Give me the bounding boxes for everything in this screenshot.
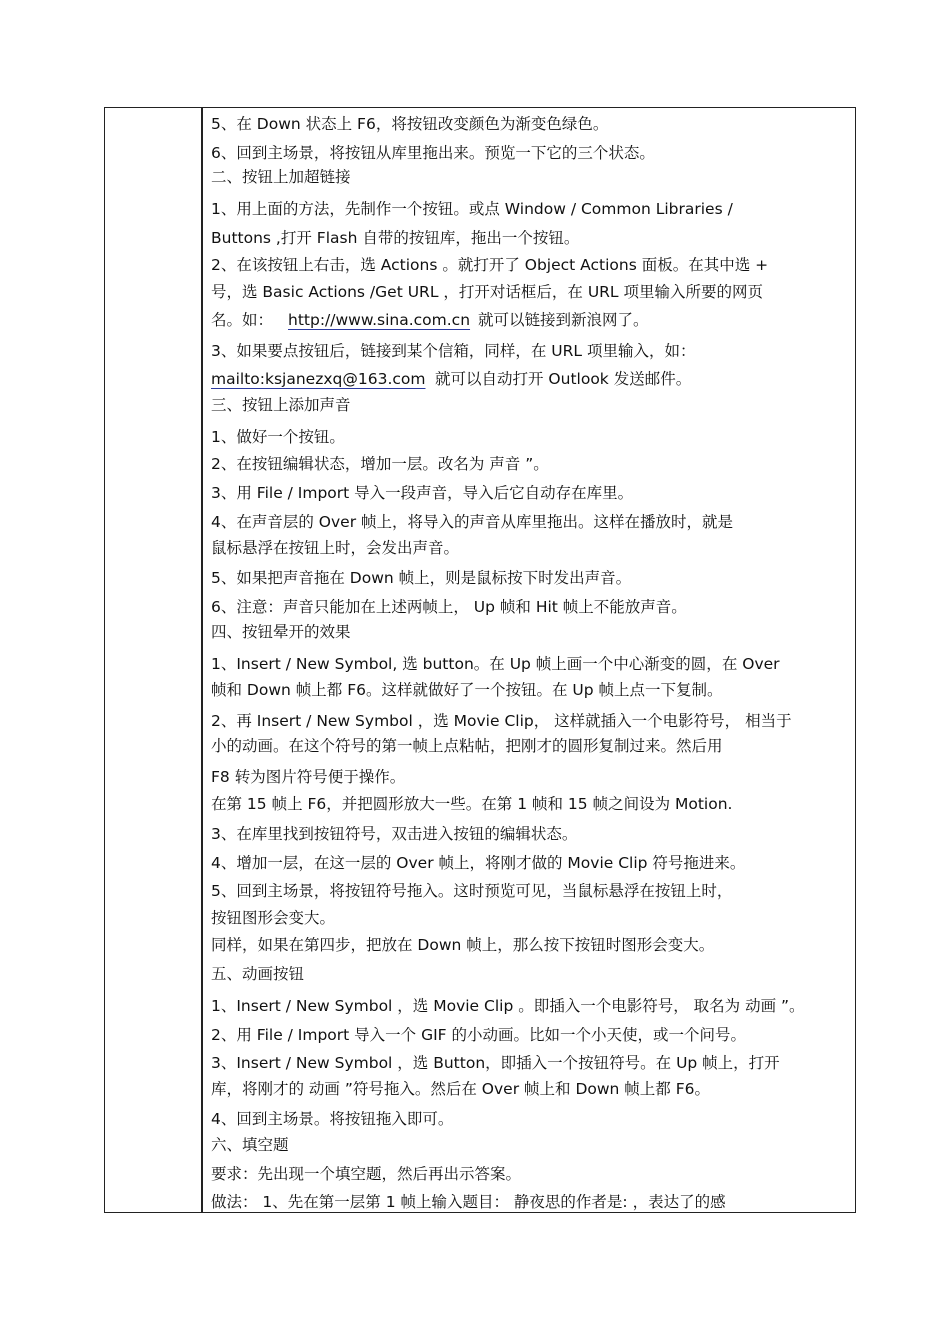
text-line: 2、用 File / Import 导入一个 GIF 的小动画。比如一个小天使，或一个问号。 [211, 1026, 747, 1044]
text-line: 号，选 Basic Actions /Get URL ，打开对话框后，在 URL 项里输入所要的网页 [211, 283, 763, 301]
text-line: 6、回到主场景，将按钮从库里拖出来。预览一下它的三个状态。 [211, 144, 655, 162]
text-line: 1、Insert / New Symbol ，选 Movie Clip 。即插入一个电影符号， 取名为 动画 ”。 [211, 997, 805, 1015]
text-line: 4、增加一层，在这一层的 Over 帧上，将刚才做的 Movie Clip 符号拖进来。 [211, 854, 746, 872]
text-line: 5、在 Down 状态上 F6，将按钮改变颜色为渐变色绿色。 [211, 115, 609, 133]
section-heading: 三、按钮上添加声音 [211, 396, 351, 414]
section-heading: 六、填空题 [211, 1136, 289, 1154]
section-heading: 四、按钮晕开的效果 [211, 623, 351, 641]
text-line: 小的动画。在这个符号的第一帧上点粘帖，把刚才的圆形复制过来。然后用 [211, 737, 723, 755]
text-line: 5、如果把声音拖在 Down 帧上，则是鼠标按下时发出声音。 [211, 569, 632, 587]
text-line: 2、再 Insert / New Symbol ，选 Movie Clip， 这样就插入一个电影符号， 相当于 [211, 712, 792, 730]
section-heading: 二、按钮上加超链接 [211, 168, 351, 186]
document-table [104, 107, 856, 1213]
column-divider [201, 108, 203, 1212]
text-line: 1、做好一个按钮。 [211, 428, 345, 446]
text-line: 3、如果要点按钮后，链接到某个信箱，同样，在 URL 项里输入，如： [211, 342, 696, 360]
text-line: 要求：先出现一个填空题，然后再出示答案。 [211, 1165, 522, 1183]
text-line: 帧和 Down 帧上都 F6。这样就做好了一个按钮。在 Up 帧上点一下复制。 [211, 681, 723, 699]
text-line: 6、注意：声音只能加在上述两帧上， Up 帧和 Hit 帧上不能放声音。 [211, 598, 687, 616]
section-heading: 五、动画按钮 [211, 965, 305, 983]
text-line: 就可以链接到新浪网了。 [478, 311, 649, 329]
text-line: 5、回到主场景，将按钮符号拖入。这时预览可见，当鼠标悬浮在按钮上时， [211, 882, 733, 900]
text-line: 2、在按钮编辑状态，增加一层。改名为 声音 ”。 [211, 455, 549, 473]
text-line: 做法： 1、先在第一层第 1 帧上输入题目： 静夜思的作者是: ，表达了的感 [211, 1193, 726, 1211]
text-line: 4、在声音层的 Over 帧上，将导入的声音从库里拖出。这样在播放时，就是 [211, 513, 733, 531]
text-line: 鼠标悬浮在按钮上时，会发出声音。 [211, 539, 460, 557]
text-line: 4、回到主场景。将按钮拖入即可。 [211, 1110, 454, 1128]
sina-url-link[interactable]: http://www.sina.com.cn [288, 311, 471, 329]
text-line: 1、用上面的方法，先制作一个按钮。或点 Window / Common Libraries / [211, 200, 733, 218]
text-line: 就可以自动打开 Outlook 发送邮件。 [435, 370, 692, 388]
text-line: 3、在库里找到按钮符号，双击进入按钮的编辑状态。 [211, 825, 578, 843]
text-line: 2、在该按钮上右击，选 Actions 。就打开了 Object Actions 面板。在其中选 + [211, 256, 769, 274]
text-line: F8 转为图片符号便于操作。 [211, 768, 406, 786]
text-line: 按钮图形会变大。 [211, 909, 336, 927]
text-line: 3、用 File / Import 导入一段声音，导入后它自动存在库里。 [211, 484, 634, 502]
text-line: 在第 15 帧上 F6，并把圆形放大一些。在第 1 帧和 15 帧之间设为 Motion. [211, 795, 733, 813]
text-line: 1、Insert / New Symbol, 选 button。在 Up 帧上画一个中心渐变的圆，在 Over [211, 655, 780, 673]
text-line: 同样，如果在第四步，把放在 Down 帧上，那么按下按钮时图形会变大。 [211, 936, 715, 954]
mailto-link[interactable]: mailto:ksjanezxq@163.com [211, 370, 426, 388]
text-line: 库，将刚才的 动画 ”符号拖入。然后在 Over 帧上和 Down 帧上都 F6。 [211, 1080, 710, 1098]
text-line: 3、Insert / New Symbol ，选 Button，即插入一个按钮符号。在 Up 帧上，打开 [211, 1054, 780, 1072]
text-line: Buttons ,打开 Flash 自带的按钮库，拖出一个按钮。 [211, 229, 580, 247]
text-line: 名。如： [211, 311, 274, 329]
